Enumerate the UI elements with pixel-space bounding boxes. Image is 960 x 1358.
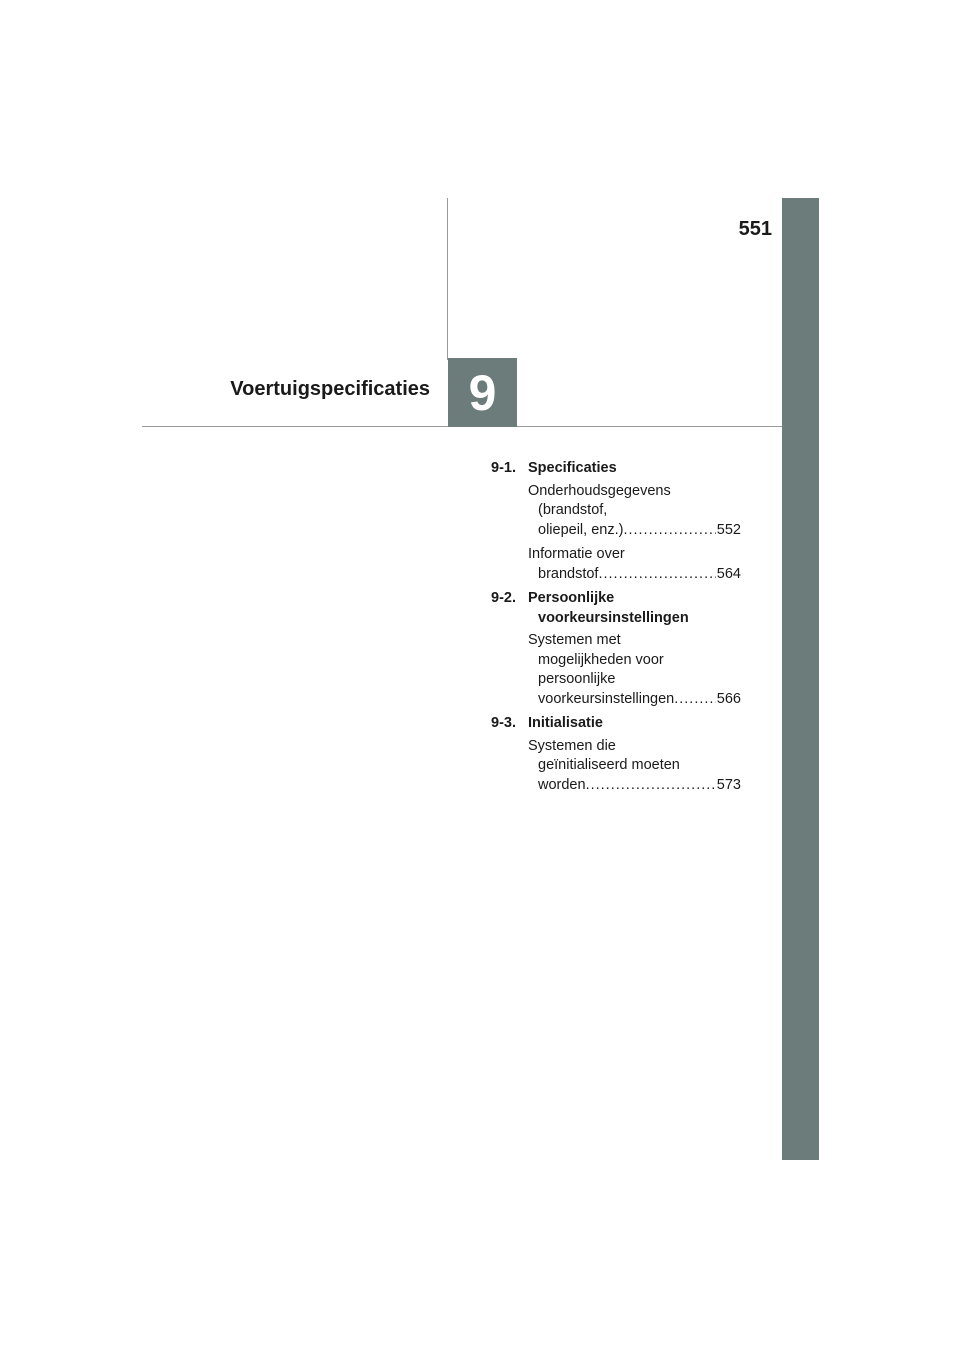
entry-last-line (528, 776, 741, 796)
toc-entry[interactable] (528, 482, 741, 541)
section-title-line: Persoonlijke (528, 590, 615, 606)
entry-page-number: 564 (716, 565, 741, 582)
leader-dots (586, 776, 716, 796)
toc-section-header[interactable] (491, 714, 741, 734)
entry-text-line: voorkeursinstellingen (538, 690, 675, 707)
page-number: 551 (738, 218, 772, 240)
entry-text-line: Systemen met (528, 632, 621, 648)
entry-page-number: 552 (716, 521, 741, 538)
entry-text-line: persoonlijke (538, 671, 616, 687)
section-title-line: voorkeursinstellingen (538, 609, 689, 626)
chapter-title: Voertuigspecificaties (230, 378, 430, 400)
toc-entry[interactable] (528, 631, 741, 709)
leader-dots (674, 690, 716, 710)
section-title: Specificaties (528, 460, 617, 476)
entry-text-line: mogelijkheden voor (538, 651, 664, 668)
section-title: Initialisatie (528, 715, 603, 731)
entry-text-line: brandstof (538, 565, 599, 582)
section-number: 9-1. (491, 460, 516, 476)
section-title (528, 589, 741, 628)
leader-dots (623, 521, 715, 541)
entry-text-line: Informatie over (528, 546, 625, 562)
entry-page-number: 566 (716, 690, 741, 707)
entry-text-line: Systemen die (528, 737, 616, 754)
chapter-number: 9 (468, 364, 497, 421)
toc-entry[interactable] (528, 545, 741, 584)
entry-last-line (528, 521, 741, 541)
toc-entry[interactable] (528, 737, 741, 796)
entry-text-line: worden (538, 776, 586, 793)
leader-dots (598, 565, 715, 585)
toc-section-9-1 (491, 459, 741, 584)
chapter-number-box (448, 358, 517, 427)
entry-text-line: oliepeil, enz.) (538, 521, 624, 538)
entry-page-number: 573 (716, 776, 741, 793)
entry-last-line (528, 565, 741, 585)
toc-section-9-3 (491, 714, 741, 795)
toc-section-header[interactable] (491, 459, 741, 479)
section-number: 9-3. (491, 715, 516, 731)
vertical-divider (447, 198, 448, 360)
entry-last-line (528, 690, 741, 710)
entry-text-line: (brandstof, (538, 502, 608, 518)
entry-text-line: Onderhoudsgegevens (528, 482, 671, 499)
entry-text-line: geïnitialiseerd moeten (538, 757, 680, 773)
table-of-contents (491, 459, 741, 800)
chapter-tab-band (782, 198, 819, 1160)
toc-section-header[interactable] (491, 589, 741, 628)
toc-section-9-2 (491, 589, 741, 709)
section-number: 9-2. (491, 590, 516, 606)
